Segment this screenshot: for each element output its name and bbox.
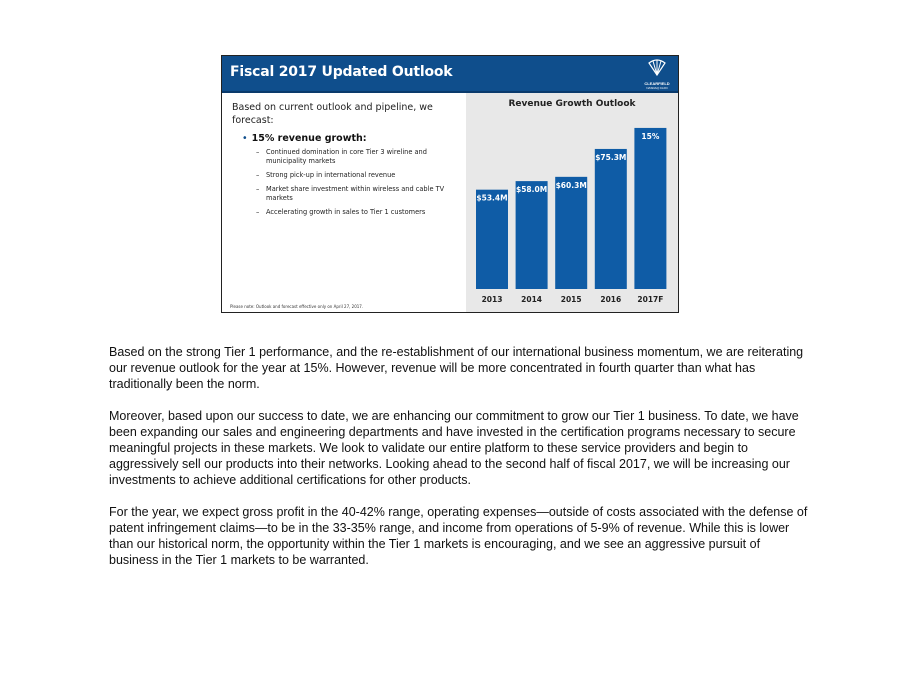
slide-header [222, 56, 678, 91]
bar-2015 [555, 177, 587, 289]
sub-bullet-text: Accelerating growth in sales to Tier 1 customers [266, 208, 426, 216]
sub-bullet [256, 185, 457, 203]
sub-bullet-text: Continued domination in core Tier 3 wireline and municipality markets [266, 148, 427, 165]
forecast-intro: Based on current outlook and pipeline, we forecast: [232, 102, 433, 126]
dash-icon: – [256, 171, 260, 179]
revenue-growth-bullet [242, 133, 457, 144]
outlook-slide [221, 55, 679, 313]
commentary-text [109, 344, 809, 584]
bar-label-2015: $60.3M [555, 180, 587, 190]
paragraph: Based on the strong Tier 1 performance, and the re-establishment of our international business momentum, we are reiterating our revenue outlook for the year at 15%. However, revenue will be more concentrated in fourth quarter than what has traditionally been the norm. [109, 345, 804, 391]
dash-icon: – [256, 148, 260, 156]
bar-label-2014: $58.0M [516, 185, 548, 195]
revenue-chart-panel [466, 93, 678, 312]
bar-2017F [634, 128, 666, 289]
x-tick-2014: 2014 [521, 295, 543, 304]
sub-bullet-text: Strong pick-up in international revenue [266, 171, 396, 179]
x-tick-2013: 2013 [481, 295, 503, 304]
sub-bullet-list [232, 148, 457, 217]
logo-name: CLEARFIELD [644, 81, 670, 86]
paragraph: For the year, we expect gross profit in the 40-42% range, operating expenses—outside of costs associated with the defense of patent infringement claims—to be in the 33-35% range, and income from operations of 5-9% of revenue. While this is lower than our historical norm, the opportunity within the Tier 1 markets is encouraging, and we see an aggressive pursuit of business in the Tier 1 markets to be warranted. [109, 505, 808, 567]
sub-bullet [256, 208, 457, 217]
sub-bullet-text: Market share investment within wireless and cable TV markets [266, 185, 445, 202]
bar-2013 [476, 190, 508, 289]
slide-title: Fiscal 2017 Updated Outlook [230, 64, 453, 80]
logo-ticker: NASDAQ:CLFD [646, 86, 668, 90]
bar-2016 [595, 149, 627, 289]
paragraph: Moreover, based upon our success to date, we are enhancing our commitment to grow our Tier 1 business. To date, we have been expanding our sales and engineering departments and have invested in the certification programs necessary to secure meaningful projects in these markets. We look to validate our entire platform to these service providers and begin to aggressively sell our products into their networks. Looking ahead to the second half of fiscal 2017, we will be increasing our investments to achieve additional certifications for other products. [109, 409, 799, 487]
slide-footnote: Please note: Outlook and forecast effective only on April 27, 2017. [230, 304, 364, 309]
revenue-growth-label: 15% revenue growth: [251, 133, 367, 144]
dash-icon: – [256, 185, 260, 193]
bar-label-2016: $75.3M [595, 152, 627, 162]
revenue-bar-chart [466, 93, 678, 312]
forecast-panel [232, 101, 457, 222]
clearfield-logo-icon [646, 58, 668, 76]
sub-bullet [256, 148, 457, 166]
dash-icon: – [256, 208, 260, 216]
bar-2014 [516, 181, 548, 289]
chart-title: Revenue Growth Outlook [508, 99, 636, 109]
bullet-dot-icon: • [242, 133, 248, 144]
x-tick-2015: 2015 [560, 295, 582, 304]
bar-label-2013: $53.4M [476, 193, 508, 203]
x-tick-2016: 2016 [600, 295, 622, 304]
clearfield-logo [642, 58, 672, 89]
sub-bullet [256, 171, 457, 180]
x-tick-2017F: 2017F [637, 295, 664, 304]
bar-label-2017F: 15% [641, 131, 660, 141]
